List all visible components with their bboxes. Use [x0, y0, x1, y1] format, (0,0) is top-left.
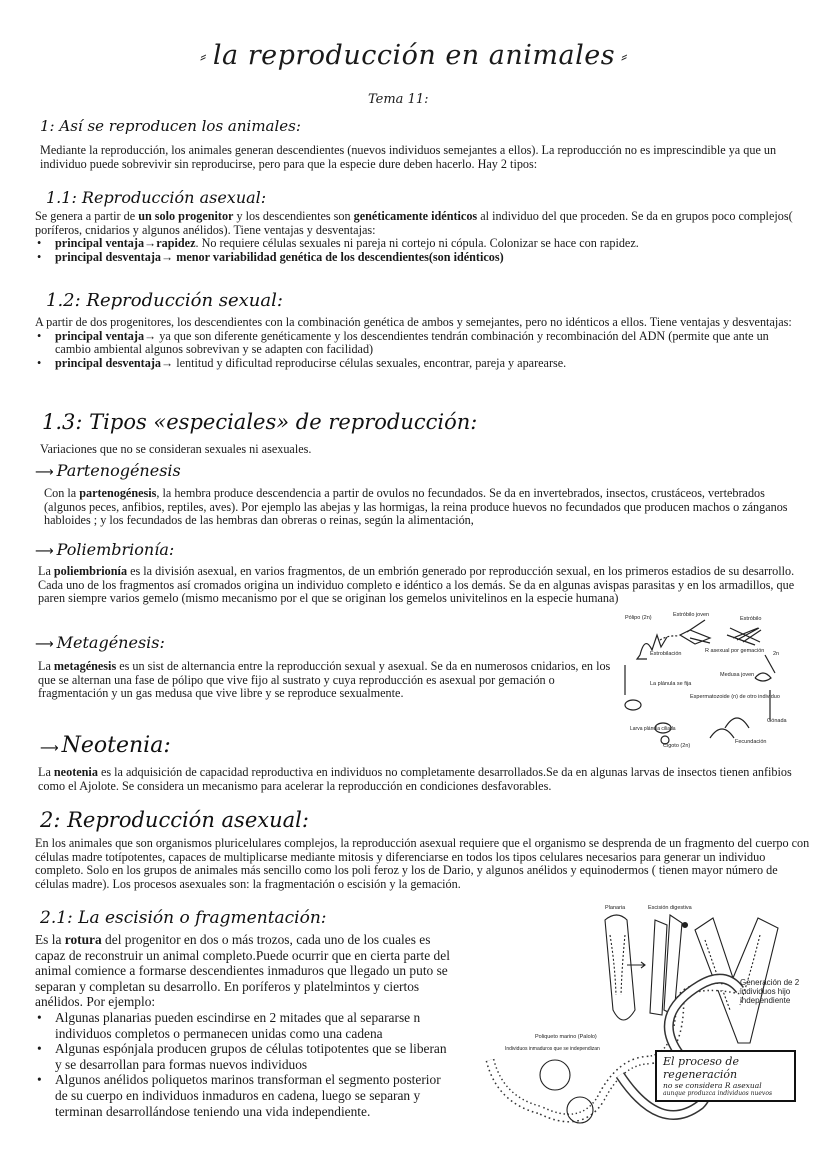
paragraph: [35, 932, 455, 1010]
heading-s21: 2.1: La escisión o fragmentación:: [40, 908, 327, 928]
bold-text: partenogénesis: [79, 486, 157, 500]
label-estrobilo-joven: Estróbilo joven: [673, 612, 710, 618]
label-fecundacion: Fecundación: [735, 739, 767, 745]
neotenia-body: [38, 766, 810, 793]
bold-text: poliembrionía: [53, 564, 128, 578]
heading-s11: 1.1: Reproducción asexual:: [46, 188, 267, 207]
paragraph: [35, 837, 813, 891]
bold-text: principal desventaja→ menor variabilidad genética de los descendientes(son idénticos): [55, 249, 504, 264]
text-segment: A partir de dos progenitores, los descendientes con la combinación genética de ambos y semejantes, pero no idénticos a ellos. Tiene ventajas y desventajas:: [35, 315, 792, 329]
text-segment: Algunas espónjala producen grupos de células totipotentes que se liberan y se desarrollan para formas nuevos individuos: [55, 1041, 447, 1072]
regeneration-note-box: [655, 1050, 796, 1102]
section-s2-body: [35, 837, 813, 891]
note-line: aunque produzca individuos nuevos: [663, 1090, 773, 1097]
section-s11-body: [35, 210, 805, 264]
text-segment: y los descendientes son: [233, 209, 354, 223]
heading-metagenesis: [35, 633, 165, 652]
label-planaria: Planaria: [605, 905, 626, 911]
list-item: [35, 330, 805, 357]
text-segment: Mediante la reproducción, los animales generan descendientes (nuevos individuos semejantes a ellos). La reproducción no es imprescindible ya que un individuo puede sobrevivir sin reproducirse, pero para que la especie dure deben hacerlo. Hay 2 tipos:: [40, 143, 777, 171]
paragraph: [40, 144, 802, 171]
title-text: la reproducción en animales: [212, 40, 616, 71]
leaf-ornament-icon: ⸗: [615, 46, 628, 67]
text-segment: es la adquisición de capacidad reproductiva en individuos no completamente desarrollados.Se da en algunas larvas de insectos tienen anfibios como el Ajolote. Se considera un mecanismo para acelerar la reproducción en condiciones desfavorables.: [38, 765, 792, 793]
text-segment: . No requiere células sexuales ni pareja ni cortejo ni cópula. Colonizar se hace con rapidez.: [195, 236, 639, 251]
text-segment: En los animales que son organismos pluricelulares complejos, la reproducción asexual requiere que el organismo se desprenda de un fragmento del cuerpo con células madre totípotentes, capaces de multiplicarse mediante mitosis y diferenciarse en todos los tipos celulares necesarios para generar un individuo completo. Solo en los grupos de animales más sencillo como los poli feroz y los de Dario, y algunos anélidos y equinodermos ( tienen mayor número de células madre). Los procesos asexuales son: la fragmentación o escisión y la gemación.: [35, 836, 810, 891]
heading-partenogenesis: [35, 461, 181, 480]
page-title: [0, 40, 828, 71]
text-segment: Variaciones que no se consideran sexuales ni asexuales.: [40, 442, 312, 456]
list-item: [35, 237, 805, 251]
list-item: [35, 1010, 455, 1041]
label-2n: 2n: [773, 651, 780, 657]
note-line: no se considera R asexual: [663, 1081, 762, 1090]
section-s12-body: [35, 316, 805, 370]
text-segment: Algunos anélidos poliquetos marinos transforman el segmento posterior de su cuerpo en individuos inmaduros en cadena, luego se separan y terminan desarrollándose teniendo una vida independiente.: [55, 1072, 441, 1119]
arrow-icon: [627, 962, 645, 968]
heading-text: Partenogénesis: [56, 461, 181, 480]
label-medusa-joven: Medusa joven: [720, 672, 755, 678]
arrow-icon: ⟶: [40, 741, 59, 756]
heading-text: Neotenia:: [61, 733, 171, 758]
list-item: [35, 1072, 455, 1119]
label-estrobilacion: Estrobilación: [650, 651, 682, 657]
section-s21-body: [35, 932, 455, 1119]
list-item: [35, 251, 805, 265]
young-strobila-drawing: [680, 620, 710, 644]
heading-s13: 1.3: Tipos «especiales» de reproducción:: [42, 410, 478, 434]
bold-text: neotenia: [53, 765, 98, 779]
text-segment: → ya que son diferente genéticamente y los descendientes tendrán combinación y recombinación del ADN (permite que ante un cambio ambiental algunos sobrevivan y se adapten con facilidad): [55, 328, 769, 357]
section-s13-body: [40, 443, 810, 457]
label-planula-fija: La plánula se fija: [650, 681, 692, 687]
list-item: [35, 1041, 455, 1072]
arrow-icon: ⟶: [35, 637, 54, 652]
text-segment: Es la: [35, 932, 65, 947]
heading-poliembrionia: [35, 540, 174, 559]
label-espermatozoide: Espermatozoide (n) de otro individuo: [690, 694, 780, 700]
metagenesis-body: [38, 660, 613, 701]
leaf-ornament-icon: ⸗: [200, 46, 213, 67]
paragraph: [35, 316, 805, 330]
label-estrobilo: Estróbilo: [740, 616, 762, 622]
text-segment: La: [38, 659, 54, 673]
paragraph: [35, 210, 805, 237]
text-segment: Algunas planarias pueden escindirse en 2 mitades que al separarse n individuos completos o permanecen unidas como una cadena: [55, 1009, 421, 1041]
label-generacion: Generación de 2 individuos hijo independiente: [740, 978, 800, 1005]
text-segment: al individuo del que proceden. Se da en grupos poco complejos( poríferos, cnidarios y algunos anélidos). Tiene ventajas y desventajas:: [35, 209, 793, 237]
bold-text: rotura: [64, 932, 102, 947]
heading-s1: 1: Así se reproducen los animales:: [40, 117, 301, 135]
text-segment: es un sist de alternancia entre la reproducción sexual y asexual. Se da en numerosos cnidarios, en los que se alternan una fase de pólipo que vive fijo al sustrato y cuya reproducción es asexual por gemación o fragmentación y un gas medusa que vive libre y se reproduce sexualmente.: [38, 659, 611, 701]
fragmentation-diagram: [470, 895, 828, 1165]
text-segment: , la hembra produce descendencia a partir de ovulos no fecundados. Se da en invertebrados, insectos, crustáceos, vertebrados (algunos peces, anfibios, reptiles, aves). Por ejemplo las abejas y las hormigas, la reina produce huevos no fecundados que producen machos o zánganos habloides ; y los fecundados de las hembras dan obreras o reinas, según la alimentación,: [44, 486, 788, 528]
young-medusa-drawing: [755, 673, 771, 681]
bullet-list: [35, 330, 805, 371]
text-segment: Se genera a partir de: [35, 209, 139, 223]
text-segment: es la división asexual, en varios fragmentos, de un embrión generado por reproducción sexual, en los primeros estadios de su desarrollo. Cada uno de los fragmentos así cromados origina un individuo completo e idéntico a los demás. Se da en algunas avispas parasitas y en los armadillos, que paren siempre varios gemelo (mismo mecanismo por el que se originan los gemelos univitelinos en la especie humana): [38, 564, 795, 606]
metagenesis-cycle-diagram: [605, 610, 825, 750]
bold-text: un solo progenitor: [138, 209, 234, 223]
bold-text: genéticamente idénticos: [353, 209, 478, 223]
poliembrionia-body: [38, 565, 810, 606]
text-segment: La: [38, 564, 54, 578]
text-segment: La: [38, 765, 54, 779]
subtitle: Tema 11:: [368, 92, 429, 107]
bold-text: principal ventaja→rapidez: [55, 236, 196, 251]
planaria-drawing: [605, 915, 635, 1020]
bullet-list: [35, 237, 805, 264]
arrow-icon: ⟶: [35, 465, 54, 480]
paragraph: [44, 487, 806, 528]
label-gonada: Gónada: [767, 718, 787, 724]
label-r-asexual: R asexual por gemación: [705, 648, 765, 654]
strobila-drawing: [727, 628, 761, 645]
bold-text: metagénesis: [53, 659, 117, 673]
label-polipo: Pólipo (2n): [625, 615, 652, 621]
section-s1-body: [40, 144, 802, 171]
partenogenesis-body: [44, 487, 806, 528]
label-individuos-inmaduros: Individuos inmaduros que se independizan: [505, 1046, 600, 1052]
heading-text: Metagénesis:: [56, 633, 165, 652]
bullet-list: [35, 1010, 455, 1119]
heading-neotenia: [40, 733, 171, 758]
heading-s2: 2: Reproducción asexual:: [40, 808, 309, 832]
text-segment: Con la: [44, 486, 80, 500]
label-escision: Escisión digestiva: [648, 905, 692, 911]
paragraph: [38, 660, 613, 701]
text-segment: del progenitor en dos o más trozos, cada uno de los cuales es capaz de reconstruir un animal completo.Puede ocurrir que en cierta parte del animal comience a formarse descendientes inmaduros que llegado un puto se separan y completan su desarrollo. En poríferos y platelmintos y ciertos anélidos. Por ejemplo:: [35, 932, 450, 1010]
paragraph: [38, 766, 810, 793]
arrow-icon: ⟶: [35, 544, 54, 559]
label-cigoto: Cigoto (2n): [663, 743, 691, 749]
list-item: [35, 357, 805, 371]
bold-text: principal desventaja: [55, 355, 161, 370]
note-line: El proceso de regeneración: [663, 1055, 739, 1081]
text-segment: → lentitud y dificultad reproducirse células sexuales, encontrar, pareja y aparearse.: [160, 355, 567, 370]
bold-text: principal ventaja: [55, 328, 145, 343]
label-larva: Larva plánula ciliada: [630, 726, 676, 732]
paragraph: [38, 565, 810, 606]
heading-text: Poliembrionía:: [56, 540, 175, 559]
paragraph: [40, 443, 810, 457]
planula-drawing: [625, 700, 641, 710]
label-poliqueto: Poliqueto marino (Palolo): [535, 1034, 597, 1040]
adult-medusa-drawing: [710, 718, 749, 738]
heading-s12: 1.2: Reproducción sexual:: [46, 290, 283, 311]
